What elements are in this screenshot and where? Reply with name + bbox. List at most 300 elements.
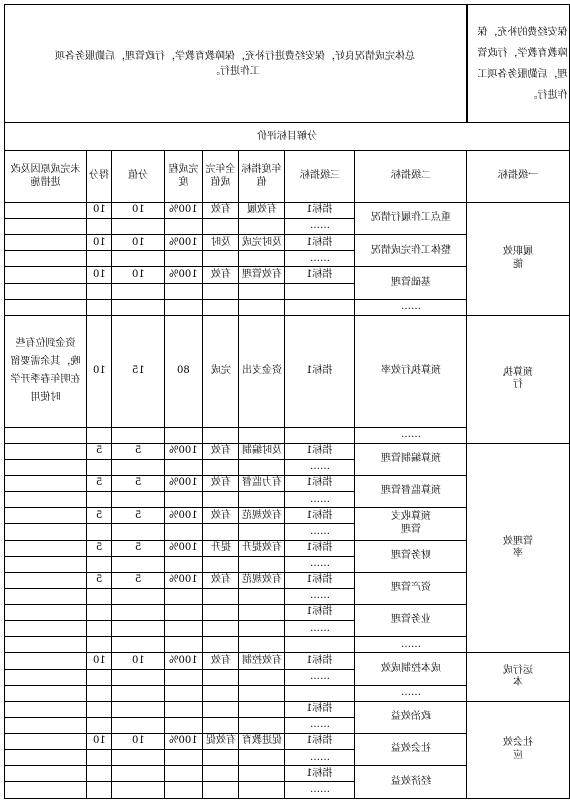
indicator-r6: [285, 476, 355, 492]
rows-r13-score: 10: [92, 735, 106, 747]
rows-r9-l2: 资产管理: [390, 582, 431, 594]
dots: ……: [400, 687, 421, 699]
actual-r6: [203, 476, 239, 492]
table-cell: [165, 605, 203, 621]
rows-r2-target: 及时完成: [241, 236, 282, 248]
weight-r4: [112, 315, 165, 427]
rows-r1-actual: 有效: [210, 204, 231, 216]
dots: ……: [400, 301, 421, 313]
score-r9: [87, 572, 112, 588]
summary-cell: [5, 5, 467, 123]
rows-r2-l3: 指标1: [306, 236, 333, 248]
table-cell: [5, 717, 87, 733]
headers-score: 得分: [89, 170, 109, 182]
table-cell: [5, 766, 87, 782]
weight-r5: [112, 443, 165, 459]
rows-r9-weight: 5: [134, 574, 142, 586]
actual-r13: [203, 734, 239, 750]
rows-r1-l3: 指标1: [306, 204, 333, 216]
weight-r9: [112, 572, 165, 588]
dots-level2-b: [355, 427, 467, 443]
table-cell: [239, 459, 285, 475]
table-cell: [203, 637, 239, 653]
table-cell: [165, 556, 203, 572]
table-cell: [5, 782, 87, 799]
table-cell: [165, 459, 203, 475]
dots: ……: [309, 461, 330, 473]
dots-r5: [285, 459, 355, 475]
table-cell: [239, 588, 285, 604]
level1-r12: [467, 701, 570, 798]
table-cell: [5, 572, 87, 588]
rows-r4-l1: 预算执行: [503, 366, 534, 391]
table-cell: [5, 734, 87, 750]
headers-target: 年度指标值: [241, 164, 282, 188]
rows-r13-l2: 社会效益: [390, 743, 431, 755]
level2-r5: [355, 443, 467, 475]
indicator-r14: [285, 766, 355, 782]
actual-r3: [203, 267, 239, 283]
target-r11: [239, 653, 285, 669]
rows-r8-target: 有效提升: [241, 541, 282, 553]
rows-r2-l2: 整体工作完成情况: [370, 244, 451, 256]
table-cell: [285, 685, 355, 701]
dots: ……: [309, 558, 330, 570]
table-cell: [5, 476, 87, 492]
table-cell: [203, 299, 239, 315]
table-cell: [87, 637, 112, 653]
dots-r1: [285, 219, 355, 235]
table-cell: [87, 524, 112, 540]
table-cell: [239, 621, 285, 637]
rows-r4-l3: 指标1: [306, 365, 333, 377]
table-cell: [239, 556, 285, 572]
table-cell: [87, 556, 112, 572]
target-r1: [239, 202, 285, 218]
table-cell: [87, 717, 112, 733]
table-cell: [5, 701, 87, 717]
table-cell: [112, 717, 165, 733]
table-cell: [112, 492, 165, 508]
table-cell: [87, 283, 112, 299]
rate-r5: [165, 443, 203, 459]
table-cell: [112, 459, 165, 475]
table-cell: [203, 621, 239, 637]
table-cell: [112, 685, 165, 701]
rows-r8-l2: 财务管理: [390, 549, 431, 561]
table-cell: [5, 637, 87, 653]
table-cell: [165, 701, 203, 717]
table-cell: [112, 251, 165, 267]
table-cell: [203, 251, 239, 267]
table-cell: [112, 766, 165, 782]
level1-r6: [467, 443, 570, 653]
table-cell: [239, 427, 285, 443]
dots: ……: [309, 525, 330, 537]
table-cell: [165, 685, 203, 701]
rows-r5-rate: 100%: [169, 445, 198, 457]
weight-r7: [112, 508, 165, 524]
target-r2: [239, 235, 285, 251]
table-cell: [165, 588, 203, 604]
table-cell: [239, 219, 285, 235]
dots-r8: [285, 556, 355, 572]
target-r3: [239, 267, 285, 283]
table-cell: [87, 299, 112, 315]
header-level3: [285, 151, 355, 203]
rows-r3-target: 有效管理: [241, 268, 282, 280]
rows-r3-l2: 基础管理: [390, 276, 431, 288]
actual-r8: [203, 540, 239, 556]
rows-r5-l3: 指标1: [306, 445, 333, 457]
rows-r4-rate: 80: [177, 365, 190, 377]
rows-r7-l3: 指标1: [306, 509, 333, 521]
table-cell: [5, 492, 87, 508]
table-cell: [165, 766, 203, 782]
table-cell: [165, 283, 203, 299]
rows-r2-weight: 10: [131, 236, 145, 248]
rows-r1-l1: 履职效能: [503, 246, 534, 270]
rows-r11-l2: 成本控制成效: [380, 662, 441, 674]
table-cell: [5, 283, 87, 299]
score-r3: [87, 267, 112, 283]
table-cell: [5, 235, 87, 251]
table-cell: [203, 427, 239, 443]
dots-r7: [285, 524, 355, 540]
table-cell: [5, 251, 87, 267]
weight-r8: [112, 540, 165, 556]
rows-r13-target: 促进教育: [241, 735, 282, 747]
table-cell: [5, 588, 87, 604]
table-cell: [285, 283, 355, 299]
table-cell: [203, 283, 239, 299]
level2-r14: [355, 766, 467, 799]
table-cell: [5, 524, 87, 540]
table-cell: [5, 540, 87, 556]
headers-level1: 一级指标: [498, 170, 539, 182]
rows-r1-l2: 重点工作履行情况: [370, 212, 451, 224]
rows-r8-weight: 5: [134, 541, 142, 553]
score-r11: [87, 653, 112, 669]
table-cell: [165, 637, 203, 653]
rows-r2-rate: 100%: [169, 236, 198, 248]
table-cell: [5, 443, 87, 459]
rows-r11-l3: 指标1: [306, 654, 333, 666]
indicator-r2: [285, 235, 355, 251]
rows-r3-score: 10: [92, 268, 106, 280]
rows-r6-weight: 5: [134, 477, 142, 489]
rows-r6-l3: 指标1: [306, 477, 333, 489]
rows-r10-l2: 业务管理: [390, 614, 431, 626]
dots: ……: [309, 493, 330, 505]
indicator-r12: [285, 701, 355, 717]
rows-r13-weight: 10: [131, 735, 145, 747]
table-cell: [239, 492, 285, 508]
dots: ……: [309, 783, 330, 795]
dots-r11: [285, 669, 355, 685]
rows-r3-rate: 100%: [169, 268, 198, 280]
rows-r1-weight: 10: [131, 204, 145, 216]
table-cell: [87, 685, 112, 701]
level2-r6: [355, 476, 467, 508]
rows-r9-target: 有效规范: [241, 574, 282, 586]
table-cell: [5, 202, 87, 218]
table-cell: [112, 621, 165, 637]
indicator-r9: [285, 572, 355, 588]
indicator-r7: [285, 508, 355, 524]
dots: ……: [309, 252, 330, 264]
header-reason: [5, 151, 87, 203]
rows-r8-score: 5: [95, 541, 103, 553]
level2-r4: [355, 315, 467, 427]
level1-r4: [467, 315, 570, 443]
table-cell: [203, 524, 239, 540]
score-r6: [87, 476, 112, 492]
level2-r3: [355, 267, 467, 299]
level1-r11: [467, 653, 570, 701]
rate-r7: [165, 508, 203, 524]
table-cell: [165, 621, 203, 637]
rows-r4-actual: 完成: [210, 365, 231, 377]
actual-r9: [203, 572, 239, 588]
table-cell: [112, 750, 165, 766]
rows-r14-l3: 指标1: [306, 767, 333, 779]
rows-r9-rate: 100%: [169, 574, 198, 586]
level2-r11: [355, 653, 467, 685]
table-cell: [239, 605, 285, 621]
rate-r8: [165, 540, 203, 556]
table-cell: [203, 669, 239, 685]
headers-level2: 二级指标: [390, 170, 431, 182]
table-cell: [239, 299, 285, 315]
table-cell: [112, 669, 165, 685]
weight-r6: [112, 476, 165, 492]
header-score: [87, 151, 112, 203]
table-cell: [285, 427, 355, 443]
table-cell: [5, 669, 87, 685]
indicator-r5: [285, 443, 355, 459]
table-cell: [203, 750, 239, 766]
headers-weight: 分值: [128, 170, 148, 182]
table-cell: [203, 556, 239, 572]
rows-r7-l2: 预算收支管理: [390, 511, 431, 535]
table-cell: [87, 219, 112, 235]
table-cell: [165, 219, 203, 235]
table-cell: [203, 766, 239, 782]
rows-r13-l3: 指标1: [306, 735, 333, 747]
section-title: 分解目标评价: [257, 130, 318, 142]
rows-r4-weight: 15: [131, 365, 145, 377]
rows-r6-actual: 有效: [210, 477, 231, 489]
table-cell: [5, 219, 87, 235]
rows-r3-weight: 10: [131, 268, 145, 280]
goal-cell: [467, 5, 570, 123]
indicator-r11: [285, 653, 355, 669]
table-cell: [112, 219, 165, 235]
table-cell: [285, 637, 355, 653]
dots-r9: [285, 588, 355, 604]
table-cell: [5, 427, 87, 443]
table-cell: [87, 750, 112, 766]
weight-r13: [112, 734, 165, 750]
rate-r3: [165, 267, 203, 283]
indicator-r10: [285, 605, 355, 621]
table-cell: [87, 492, 112, 508]
score-r8: [87, 540, 112, 556]
rate-r9: [165, 572, 203, 588]
rows-r2-score: 10: [92, 236, 106, 248]
rows-r3-actual: 有效: [210, 268, 231, 280]
rows-r11-actual: 有效: [210, 654, 231, 666]
rows-r4-target: 资金支出: [241, 365, 282, 377]
level2-r12: [355, 701, 467, 733]
rows-r4-reason: 资金到位有些晚，其余需要留在明年春季开学时使用: [10, 338, 81, 404]
rows-r6-rate: 100%: [169, 477, 198, 489]
rows-r7-score: 5: [95, 509, 103, 521]
table-cell: [165, 427, 203, 443]
rows-r11-score: 10: [92, 654, 106, 666]
indicator-r8: [285, 540, 355, 556]
table-cell: [165, 717, 203, 733]
table-cell: [203, 588, 239, 604]
target-r7: [239, 508, 285, 524]
table-cell: [203, 701, 239, 717]
table-cell: [5, 605, 87, 621]
rows-r1-target: 有效履: [246, 204, 277, 216]
indicator-r4: [285, 315, 355, 427]
table-cell: [5, 653, 87, 669]
score-r7: [87, 508, 112, 524]
rows-r2-actual: 及时: [210, 236, 231, 248]
table-cell: [165, 782, 203, 799]
rows-r8-rate: 100%: [169, 541, 198, 553]
table-cell: [87, 251, 112, 267]
dots-r2: [285, 251, 355, 267]
table-cell: [203, 782, 239, 799]
table-cell: [203, 717, 239, 733]
rows-r7-weight: 5: [134, 509, 142, 521]
dots: ……: [309, 670, 330, 682]
reason-r4: [5, 315, 87, 427]
header-actual: [203, 151, 239, 203]
rows-r5-weight: 5: [134, 445, 142, 457]
rows-r6-score: 5: [95, 477, 103, 489]
rows-r3-l3: 指标1: [306, 268, 333, 280]
table-cell: [87, 669, 112, 685]
rows-r5-score: 5: [95, 445, 103, 457]
table-cell: [165, 524, 203, 540]
rows-r13-rate: 100%: [169, 735, 198, 747]
weight-r3: [112, 267, 165, 283]
table-cell: [165, 750, 203, 766]
rows-r1-score: 10: [92, 204, 106, 216]
table-cell: [87, 766, 112, 782]
section-title-cell: [5, 123, 570, 151]
score-r2: [87, 235, 112, 251]
rows-r7-rate: 100%: [169, 509, 198, 521]
dots: ……: [309, 622, 330, 634]
level2-r1: [355, 202, 467, 234]
table-cell: [87, 621, 112, 637]
table-cell: [203, 492, 239, 508]
table-cell: [112, 427, 165, 443]
table-cell: [203, 219, 239, 235]
evaluation-table: [4, 4, 570, 799]
indicator-r3: [285, 267, 355, 283]
dots-level2-c: [355, 637, 467, 653]
rows-r5-actual: 有效: [210, 445, 231, 457]
rows-r7-target: 有效规范: [241, 509, 282, 521]
rows-r9-score: 5: [95, 574, 103, 586]
rows-r4-score: 10: [92, 365, 106, 377]
target-r4: [239, 315, 285, 427]
table-cell: [203, 685, 239, 701]
score-r13: [87, 734, 112, 750]
table-cell: [5, 267, 87, 283]
rows-r10-l3: 指标1: [306, 606, 333, 618]
rows-r14-l2: 经济效益: [390, 775, 431, 787]
dots-r6: [285, 492, 355, 508]
table-cell: [165, 251, 203, 267]
dots: ……: [309, 590, 330, 602]
rows-r12-l3: 指标1: [306, 703, 333, 715]
table-cell: [165, 669, 203, 685]
dots: ……: [309, 220, 330, 232]
table-cell: [165, 299, 203, 315]
table-cell: [285, 299, 355, 315]
dots-level2-d: [355, 685, 467, 701]
headers-level3: 三级指标: [299, 170, 340, 182]
table-cell: [112, 283, 165, 299]
rate-r4: [165, 315, 203, 427]
score-r1: [87, 202, 112, 218]
table-cell: [239, 766, 285, 782]
rows-r11-rate: 100%: [169, 654, 198, 666]
dots-r10: [285, 621, 355, 637]
headers-rate: 完成程度: [168, 164, 199, 188]
table-cell: [239, 669, 285, 685]
table-cell: [112, 588, 165, 604]
level2-r7: [355, 508, 467, 540]
actual-r2: [203, 235, 239, 251]
table-cell: [239, 637, 285, 653]
indicator-r13: [285, 734, 355, 750]
table-cell: [112, 637, 165, 653]
table-cell: [112, 605, 165, 621]
header-weight: [112, 151, 165, 203]
rows-r5-l2: 预算编制管理: [380, 453, 441, 465]
headers-reason: 未完成原因及改进措施: [10, 164, 81, 188]
table-cell: [112, 782, 165, 799]
table-cell: [239, 701, 285, 717]
table-cell: [239, 717, 285, 733]
table-cell: [165, 492, 203, 508]
level2-r8: [355, 540, 467, 572]
dots-r14: [285, 782, 355, 799]
table-cell: [5, 299, 87, 315]
rows-r7-actual: 有效: [210, 509, 231, 521]
target-r5: [239, 443, 285, 459]
rows-r6-l2: 预算监督管理: [380, 485, 441, 497]
header-target: [239, 151, 285, 203]
goal-text: 保安经费的补充，保障教育教学，行政管理，后勤服务各项工作进行。: [477, 26, 568, 101]
table-cell: [112, 556, 165, 572]
score-r4: [87, 315, 112, 427]
dots: ……: [400, 429, 421, 441]
rows-r1-rate: 100%: [169, 204, 198, 216]
level2-r13: [355, 734, 467, 766]
rows-r6-target: 有力监督: [241, 477, 282, 489]
